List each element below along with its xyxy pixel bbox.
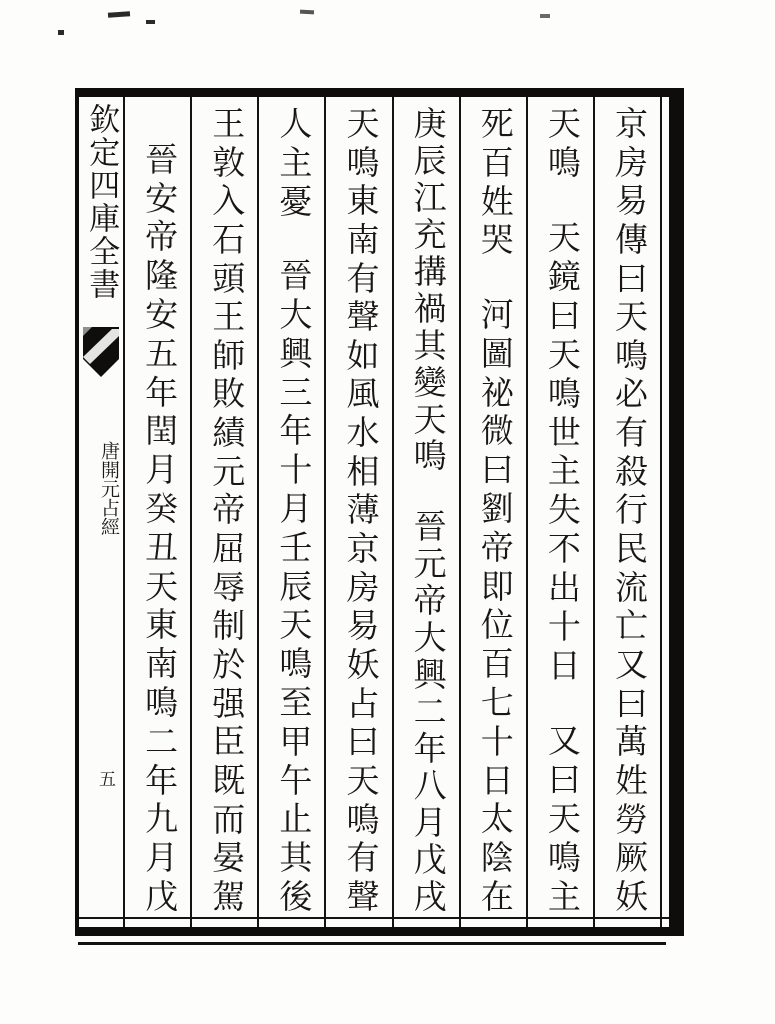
glyph: 不 bbox=[542, 531, 579, 565]
glyph: 亡 bbox=[609, 608, 646, 642]
glyph: 勞 bbox=[609, 801, 646, 835]
glyph: 晏 bbox=[207, 840, 244, 874]
glyph: 劉 bbox=[475, 490, 512, 524]
collection-title: 欽定四庫全書 bbox=[84, 103, 120, 301]
glyph: 曰 bbox=[475, 452, 512, 486]
glyph: 鳴 bbox=[140, 684, 177, 718]
glyph: 又 bbox=[542, 723, 579, 756]
glyph: 後 bbox=[274, 878, 311, 912]
glyph: 安 bbox=[140, 180, 177, 214]
glyph: 傳 bbox=[609, 221, 646, 255]
glyph: 丑 bbox=[140, 529, 177, 563]
glyph: 曰 bbox=[609, 260, 646, 294]
glyph: 必 bbox=[609, 376, 646, 410]
glyph: 充 bbox=[408, 216, 445, 250]
text-gap bbox=[157, 106, 159, 136]
glyph: 憂 bbox=[274, 183, 311, 217]
glyph: 南 bbox=[341, 221, 378, 255]
glyph: 戊 bbox=[140, 878, 177, 912]
glyph: 晉 bbox=[140, 141, 177, 175]
glyph: 年 bbox=[140, 762, 177, 796]
glyph: 帝 bbox=[140, 219, 177, 253]
glyph: 哭 bbox=[475, 222, 512, 256]
glyph: 有 bbox=[341, 840, 378, 874]
glyph: 其 bbox=[408, 327, 445, 361]
glyph: 晉 bbox=[274, 258, 311, 292]
glyph: 百 bbox=[475, 144, 512, 178]
glyph: 五 bbox=[140, 335, 177, 369]
glyph: 曰 bbox=[609, 685, 646, 719]
glyph: 曰 bbox=[542, 761, 579, 795]
glyph: 又 bbox=[609, 646, 646, 680]
glyph: 閏 bbox=[140, 413, 177, 447]
glyph: 有 bbox=[341, 260, 378, 294]
text-column bbox=[190, 97, 257, 927]
glyph: 天 bbox=[542, 219, 579, 253]
glyph: 殺 bbox=[609, 453, 646, 487]
glyph: 變 bbox=[408, 364, 445, 398]
glyph: 妖 bbox=[341, 646, 378, 680]
glyph: 天 bbox=[408, 401, 445, 435]
glyph: 甲 bbox=[274, 723, 311, 757]
glyph: 主 bbox=[274, 144, 311, 178]
glyph: 如 bbox=[341, 337, 378, 371]
glyph: 帝 bbox=[408, 583, 445, 617]
glyph: 八 bbox=[408, 767, 445, 801]
glyph: 師 bbox=[207, 337, 244, 371]
text-gap bbox=[559, 687, 561, 717]
glyph: 鳴 bbox=[341, 144, 378, 178]
glyph: 失 bbox=[542, 492, 579, 526]
glyph: 日 bbox=[475, 762, 512, 796]
glyph: 京 bbox=[609, 106, 646, 139]
glyph: 鳴 bbox=[274, 646, 311, 680]
glyph: 二 bbox=[140, 723, 177, 757]
glyph: 在 bbox=[475, 878, 512, 912]
glyph: 易 bbox=[341, 608, 378, 642]
glyph: 禍 bbox=[408, 290, 445, 324]
glyph: 京 bbox=[341, 531, 378, 565]
text-column bbox=[257, 97, 324, 927]
glyph: 天 bbox=[542, 800, 579, 834]
glyph: 隆 bbox=[140, 258, 177, 292]
glyph: 其 bbox=[274, 840, 311, 874]
glyph: 流 bbox=[609, 569, 646, 603]
glyph: 興 bbox=[408, 657, 445, 691]
glyph: 辰 bbox=[408, 142, 445, 176]
glyph: 臣 bbox=[207, 724, 244, 758]
glyph: 而 bbox=[207, 801, 244, 835]
glyph: 辰 bbox=[274, 568, 311, 602]
glyph: 即 bbox=[475, 568, 512, 602]
glyph: 民 bbox=[609, 531, 646, 565]
glyph: 太 bbox=[475, 801, 512, 835]
glyph: 河 bbox=[475, 296, 512, 330]
glyph: 百 bbox=[475, 646, 512, 680]
glyph: 聲 bbox=[341, 299, 378, 333]
glyph: 江 bbox=[408, 179, 445, 213]
glyph: 鳴 bbox=[341, 801, 378, 835]
glyph: 帝 bbox=[475, 529, 512, 563]
scan-speck bbox=[108, 11, 130, 18]
glyph: 十 bbox=[274, 452, 311, 486]
glyph: 三 bbox=[274, 374, 311, 408]
text-gap bbox=[425, 475, 427, 505]
text-block bbox=[123, 97, 662, 927]
glyph: 月 bbox=[274, 490, 311, 524]
fish-tail-icon bbox=[82, 327, 120, 386]
left-margin-strip bbox=[79, 97, 123, 927]
inner-bottom-rule bbox=[79, 917, 669, 919]
glyph: 姓 bbox=[475, 183, 512, 217]
glyph: 晉 bbox=[408, 509, 445, 543]
glyph: 天 bbox=[274, 607, 311, 641]
glyph: 相 bbox=[341, 453, 378, 487]
glyph: 鳴 bbox=[408, 438, 445, 472]
glyph: 王 bbox=[207, 299, 244, 333]
page-inner-area bbox=[79, 97, 669, 927]
glyph: 萬 bbox=[609, 724, 646, 758]
glyph: 曰 bbox=[341, 724, 378, 758]
glyph: 日 bbox=[542, 648, 579, 682]
glyph: 姓 bbox=[609, 762, 646, 796]
text-gap bbox=[291, 222, 293, 252]
glyph: 强 bbox=[207, 685, 244, 719]
glyph: 陰 bbox=[475, 840, 512, 874]
glyph: 安 bbox=[140, 296, 177, 330]
glyph: 十 bbox=[475, 723, 512, 757]
glyph: 厥 bbox=[609, 840, 646, 874]
glyph: 大 bbox=[274, 296, 311, 330]
glyph: 年 bbox=[408, 730, 445, 764]
glyph: 天 bbox=[542, 106, 579, 139]
glyph: 死 bbox=[475, 106, 512, 139]
glyph: 天 bbox=[140, 568, 177, 602]
glyph: 於 bbox=[207, 646, 244, 680]
glyph: 月 bbox=[140, 840, 177, 874]
page-number: 五 bbox=[99, 770, 116, 789]
glyph: 元 bbox=[207, 453, 244, 487]
glyph: 頭 bbox=[207, 260, 244, 294]
glyph: 天 bbox=[609, 299, 646, 333]
glyph: 敗 bbox=[207, 376, 244, 410]
glyph: 妖 bbox=[609, 878, 646, 912]
glyph: 年 bbox=[274, 413, 311, 447]
text-column bbox=[526, 97, 593, 927]
glyph: 鳴 bbox=[609, 337, 646, 371]
glyph: 鳴 bbox=[542, 839, 579, 873]
glyph: 房 bbox=[609, 144, 646, 178]
glyph: 駕 bbox=[207, 878, 244, 912]
glyph: 出 bbox=[542, 570, 579, 604]
glyph: 主 bbox=[542, 453, 579, 487]
glyph: 月 bbox=[408, 804, 445, 838]
glyph: 世 bbox=[542, 414, 579, 448]
glyph: 天 bbox=[542, 336, 579, 370]
glyph: 東 bbox=[140, 607, 177, 641]
glyph: 二 bbox=[408, 694, 445, 727]
glyph: 帝 bbox=[207, 492, 244, 526]
glyph: 敦 bbox=[207, 144, 244, 178]
glyph: 主 bbox=[542, 878, 579, 912]
text-column bbox=[593, 97, 660, 927]
text-gap bbox=[492, 261, 494, 291]
glyph: 年 bbox=[140, 374, 177, 408]
page-border-frame bbox=[75, 88, 684, 936]
outer-bottom-rule bbox=[78, 942, 666, 945]
text-column bbox=[392, 97, 459, 927]
glyph: 房 bbox=[341, 569, 378, 603]
glyph: 有 bbox=[609, 415, 646, 449]
glyph: 圖 bbox=[475, 335, 512, 369]
glyph: 戊 bbox=[408, 841, 445, 875]
glyph: 止 bbox=[274, 801, 311, 835]
glyph: 位 bbox=[475, 607, 512, 641]
glyph: 天 bbox=[341, 106, 378, 139]
glyph: 祕 bbox=[475, 374, 512, 408]
glyph: 搆 bbox=[408, 253, 445, 287]
glyph: 水 bbox=[341, 415, 378, 449]
glyph: 大 bbox=[408, 620, 445, 654]
book-title: 唐開元占經 bbox=[98, 441, 119, 536]
glyph: 薄 bbox=[341, 492, 378, 526]
glyph: 入 bbox=[207, 183, 244, 217]
glyph: 月 bbox=[140, 452, 177, 486]
text-column bbox=[324, 97, 391, 927]
glyph: 人 bbox=[274, 106, 311, 139]
glyph: 戌 bbox=[408, 878, 445, 912]
scan-speck bbox=[540, 14, 550, 18]
glyph: 鳴 bbox=[542, 375, 579, 409]
glyph: 易 bbox=[609, 183, 646, 217]
glyph: 曰 bbox=[542, 297, 579, 331]
glyph: 微 bbox=[475, 413, 512, 447]
glyph: 聲 bbox=[341, 878, 378, 912]
glyph: 王 bbox=[207, 106, 244, 139]
scan-speck bbox=[300, 10, 314, 15]
scan-speck bbox=[146, 20, 155, 24]
glyph: 七 bbox=[475, 684, 512, 718]
glyph: 屈 bbox=[207, 531, 244, 565]
glyph: 午 bbox=[274, 762, 311, 796]
glyph: 十 bbox=[542, 609, 579, 643]
glyph: 南 bbox=[140, 646, 177, 680]
text-gap bbox=[559, 184, 561, 214]
glyph: 東 bbox=[341, 183, 378, 217]
glyph: 既 bbox=[207, 762, 244, 796]
glyph: 庚 bbox=[408, 106, 445, 139]
glyph: 天 bbox=[341, 762, 378, 796]
glyph: 石 bbox=[207, 221, 244, 255]
glyph: 九 bbox=[140, 801, 177, 835]
glyph: 興 bbox=[274, 335, 311, 369]
text-column bbox=[123, 97, 190, 927]
scan-speck bbox=[58, 30, 64, 35]
glyph: 鳴 bbox=[542, 144, 579, 178]
glyph: 鏡 bbox=[542, 258, 579, 292]
glyph: 風 bbox=[341, 376, 378, 410]
glyph: 至 bbox=[274, 684, 311, 718]
glyph: 壬 bbox=[274, 529, 311, 563]
glyph: 行 bbox=[609, 492, 646, 526]
glyph: 績 bbox=[207, 415, 244, 449]
glyph: 制 bbox=[207, 608, 244, 642]
text-column bbox=[459, 97, 526, 927]
glyph: 元 bbox=[408, 546, 445, 580]
glyph: 占 bbox=[341, 685, 378, 719]
glyph: 癸 bbox=[140, 490, 177, 524]
glyph: 辱 bbox=[207, 569, 244, 603]
